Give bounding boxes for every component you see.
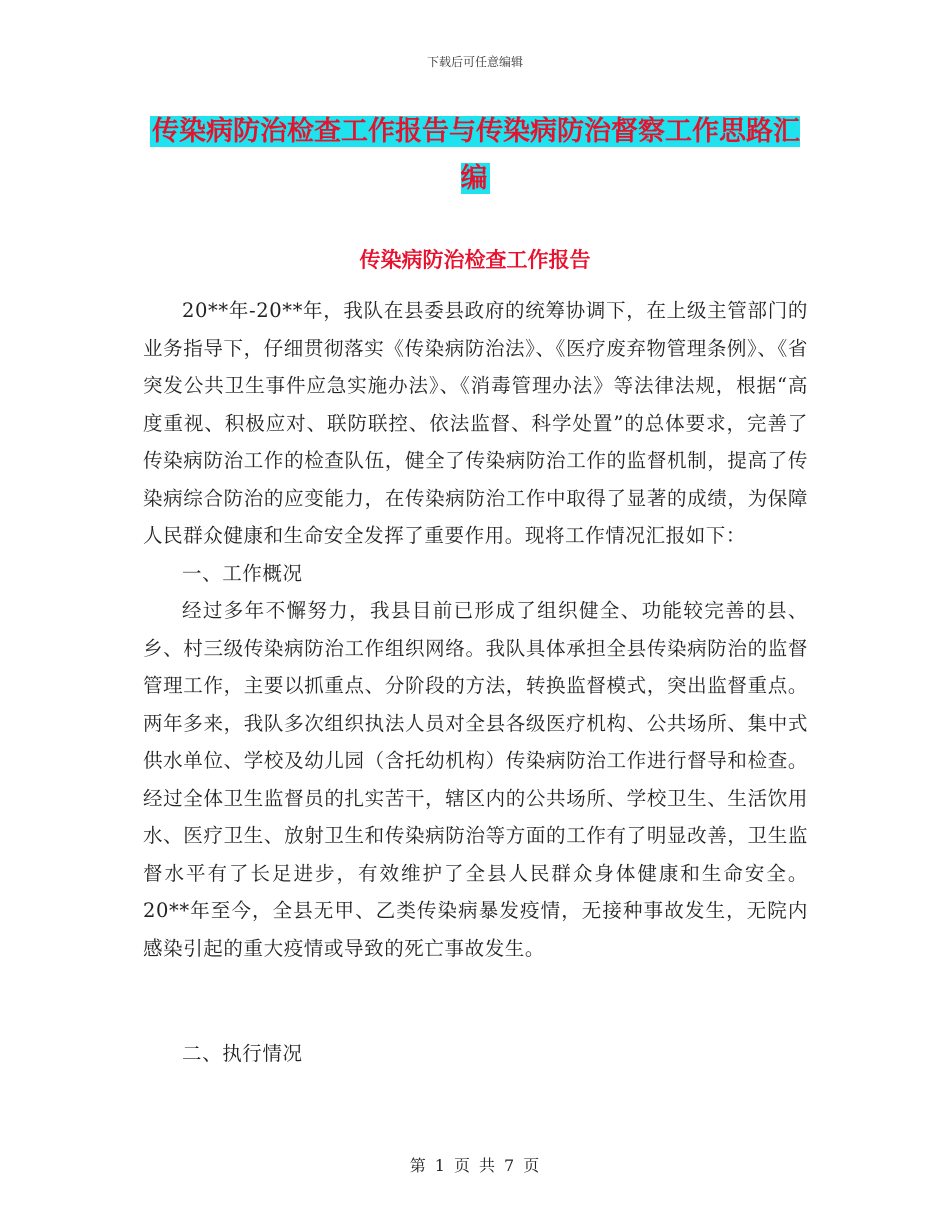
document-title-text: 传染病防治检查工作报告与传染病防治督察工作思路汇编 (152, 116, 800, 194)
footer-total-pages: 7 (504, 1156, 516, 1175)
footer-page-word: 页 (453, 1156, 471, 1175)
header-note: 下载后可任意编辑 (426, 55, 523, 69)
page-footer (0, 1153, 950, 1176)
footer-suffix: 页 (523, 1156, 541, 1175)
overview-paragraph: 经过多年不懈努力，我县目前已形成了组织健全、功能较完善的县、乡、村三级传染病防治工作组织网络。我队具体承担全县传染病防治的监督管理工作，主要以抓重点、分阶段的方法，转换监督模式，突出监督重点。两年多来，我队多次组织执法人员对全县各级医疗机构、公共场所、集中式供水单位、学校及幼儿园（含托幼机构）传染病防治工作进行督导和检查。经过全体卫生监督员的扎实苦干，辖区内的公共场所、学校卫生、生活饮用水、医疗卫生、放射卫生和传染病防治等方面的工作有了明显改善，卫生监督水平有了长足进步，有效维护了全县人民群众身体健康和生命安全。20**年至今，全县无甲、乙类传染病暴发疫情，无接种事故发生，无院内感染引起的重大疫情或导致的死亡事故发生。 (143, 599, 808, 960)
report-body (143, 292, 808, 967)
document-title (140, 108, 810, 202)
footer-prefix: 第 (409, 1156, 427, 1175)
heading-execution: 二、执行情况 (182, 1042, 303, 1065)
report-body-continued (143, 1035, 808, 1073)
section-title: 传染病防治检查工作报告 (359, 247, 591, 272)
heading-work-overview: 一、工作概况 (182, 561, 303, 585)
footer-total-word: 共 (479, 1156, 497, 1175)
intro-paragraph: 20**年-20**年，我队在县委县政府的统筹协调下，在上级主管部门的业务指导下，仔细贯彻落实《传染病防治法》、《医疗废弃物管理条例》、《省突发公共卫生事件应急实施办法》、《消毒管理办法》等法律法规，根据“高度重视、积极应对、联防联控、依法监督、科学处置”的总体要求，完善了传染病防治工作的检查队伍，健全了传染病防治工作的监督机制，提高了传染病综合防治的应变能力，在传染病防治工作中取得了显著的成绩，为保障人民群众健康和生命安全发挥了重要作用。现将工作情况汇报如下： (143, 299, 808, 547)
footer-page-number: 1 (434, 1156, 446, 1175)
